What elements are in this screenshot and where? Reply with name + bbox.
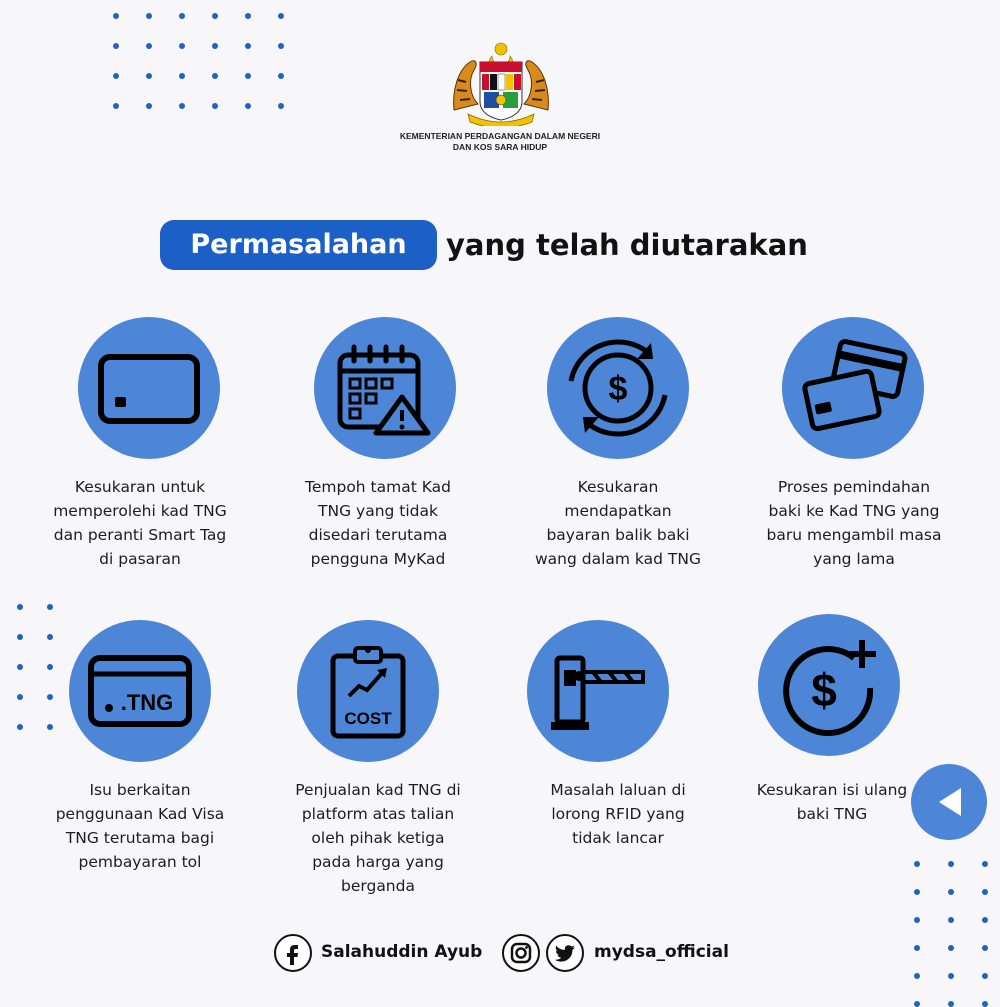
decorative-dot [245,73,251,79]
svg-text:$: $ [811,664,837,716]
tng-card-icon [69,620,211,762]
caption-line: Masalah laluan di [550,781,686,799]
caption-line: disedari terutama [308,526,448,544]
caption-line: pembayaran tol [78,853,202,871]
previous-slide-button[interactable] [911,764,987,840]
decorative-dots-middle-left [17,604,53,730]
toll-barrier-icon [527,620,669,762]
caption-line: Isu berkaitan [89,781,191,799]
decorative-dot [278,43,284,49]
caption-line: Kesukaran untuk [74,478,206,496]
decorative-dot [914,889,920,895]
decorative-dot [17,664,23,670]
caption-line: yang lama [813,550,895,568]
caption-line: mendapatkan [564,502,672,520]
caption-line: berganda [341,877,415,895]
decorative-dot [47,694,53,700]
caption-line: Kesukaran isi ulang [756,781,908,799]
decorative-dot [179,13,185,19]
caption-line: memperolehi kad TNG [53,502,227,520]
decorative-dots-top-left [113,13,284,109]
decorative-dot [245,103,251,109]
triangle-left-icon [911,764,987,840]
decorative-dot [47,634,53,640]
decorative-dot [914,917,920,923]
decorative-dot [982,917,988,923]
issue-caption [30,475,250,571]
caption-line: TNG yang tidak [318,502,438,520]
decorative-dot [948,917,954,923]
caption-line: pengguna MyKad [310,550,446,568]
decorative-dot [948,1001,954,1007]
decorative-dot [146,103,152,109]
issue-caption [268,475,488,571]
caption-line: Kesukaran [577,478,659,496]
tng-card-label: .TNG [120,690,174,715]
dollar-refresh-icon [547,317,689,459]
caption-line: platform atas talian [301,805,455,823]
calendar-warning-icon [314,317,456,459]
social-handle[interactable]: mydsa_official [594,942,729,962]
coat-of-arms-logo [448,40,554,126]
title-highlight: Permasalahan [160,220,437,270]
decorative-dot [212,103,218,109]
decorative-dot [212,73,218,79]
decorative-dot [914,1001,920,1007]
issue-caption [508,778,728,850]
ministry-name-line-1: KEMENTERIAN PERDAGANGAN DALAM NEGERI [399,131,601,141]
decorative-dot [212,13,218,19]
decorative-dot [278,103,284,109]
issue-caption [30,778,250,874]
decorative-dot [113,73,119,79]
issue-caption [722,778,942,826]
caption-line: penggunaan Kad Visa [55,805,225,823]
issue-caption [268,778,488,898]
caption-line: Penjualan kad TNG di [295,781,461,799]
decorative-dot [948,889,954,895]
decorative-dot [982,1001,988,1007]
decorative-dot [47,604,53,610]
decorative-dot [245,13,251,19]
cards-transfer-icon [782,317,924,459]
decorative-dot [278,73,284,79]
twitter-icon[interactable] [546,934,584,972]
decorative-dot [212,43,218,49]
cost-clipboard-icon [297,620,439,762]
caption-line: TNG terutama bagi [65,829,215,847]
decorative-dot [17,604,23,610]
caption-line: di pasaran [99,550,181,568]
issue-caption [508,475,728,571]
decorative-dot [47,664,53,670]
caption-line: oleh pihak ketiga [311,829,445,847]
decorative-dot [146,43,152,49]
instagram-icon[interactable] [502,934,540,972]
caption-line: Proses pemindahan [777,478,931,496]
caption-line: pada harga yang [312,853,444,871]
ministry-name [360,131,640,153]
decorative-dot [17,694,23,700]
decorative-dot [982,889,988,895]
caption-line: lorong RFID yang [551,805,685,823]
caption-line: wang dalam kad TNG [535,550,701,568]
decorative-dot [948,861,954,867]
caption-line: baki TNG [796,805,868,823]
decorative-dot [17,634,23,640]
caption-line: tidak lancar [572,829,664,847]
decorative-dot [245,43,251,49]
facebook-handle[interactable]: Salahuddin Ayub [321,942,483,962]
decorative-dot [179,103,185,109]
decorative-dot [914,861,920,867]
caption-line: baru mengambil masa [766,526,942,544]
caption-line: bayaran balik baki [546,526,690,544]
decorative-dot [982,861,988,867]
decorative-dot [47,724,53,730]
ministry-name-line-2: DAN KOS SARA HIDUP [452,142,548,152]
cost-label: COST [344,709,392,728]
decorative-dot [113,103,119,109]
decorative-dot [146,13,152,19]
issue-caption [744,475,964,571]
footer-social-bar [0,934,1000,978]
decorative-dot [113,43,119,49]
caption-line: baki ke Kad TNG yang [768,502,940,520]
title-text: yang telah diutarakan [446,228,808,262]
dollar-plus-icon [758,614,900,756]
decorative-dot [113,13,119,19]
decorative-dot [278,13,284,19]
facebook-icon[interactable] [274,934,312,972]
decorative-dot [17,724,23,730]
caption-line: dan peranti Smart Tag [53,526,227,544]
svg-text:$: $ [608,370,628,408]
decorative-dot [179,73,185,79]
page-title [160,220,860,272]
decorative-dot [179,43,185,49]
decorative-dot [146,73,152,79]
card-icon [78,317,220,459]
caption-line: Tempoh tamat Kad [305,478,451,496]
